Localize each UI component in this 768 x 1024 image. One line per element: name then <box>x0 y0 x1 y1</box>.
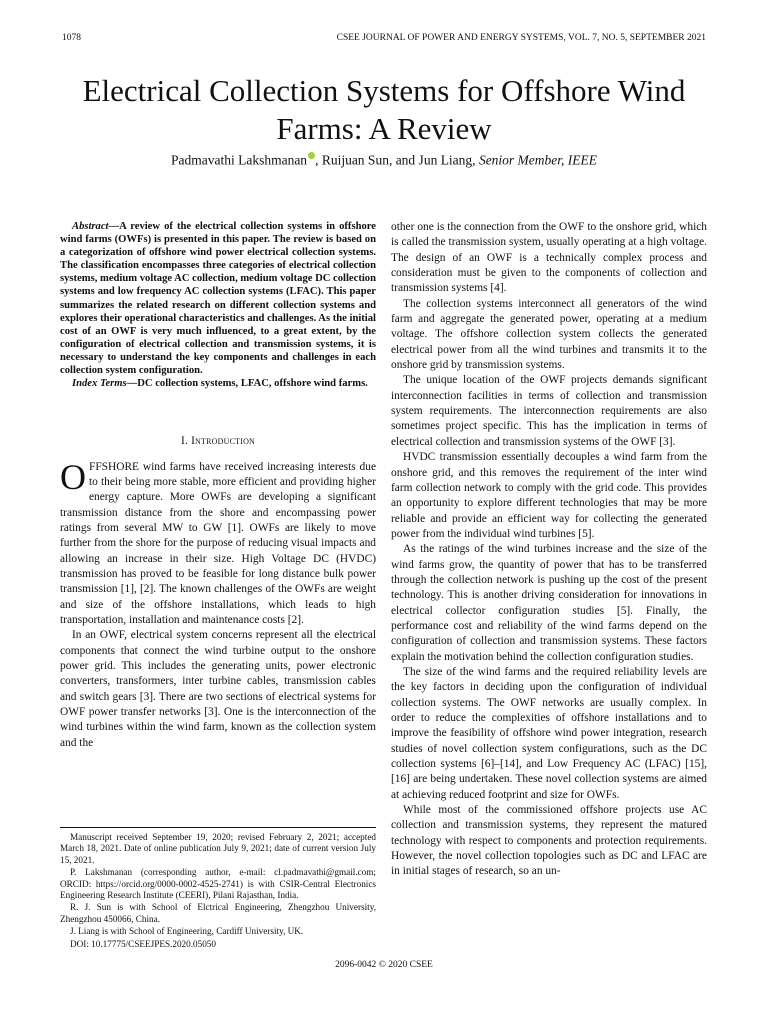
body-paragraph: The unique location of the OWF projects demands significant interconnection facilities in terms of collection and transmission system requirements. The interconnection requirements are also sometimes project specific. This has the implication in terms of electrical collection and transmission systems of the OWF [3]. <box>391 374 707 448</box>
footnotes <box>60 827 376 951</box>
abstract-label: Abstract <box>72 221 109 232</box>
intro-paragraph-1-text: FFSHORE wind farms have received increasing interests due to their being more stable, more efficient and providing higher energy capture. More OWFs are developing a significant transmission distance from the shore and encompassing power ratings from several MW to GW [1]. OWFs are likely to move further from the shore for the purpose of reducing visual impacts and allowing an increase in their size. High Voltage DC (HVDC) transmission has proved to be feasible for long distance bulk power transmission [1], [2]. The known challenges of the OWFs are weight and size of the offshore installations, which leads to high transportation, installation and maintenance costs [2]. <box>60 460 376 626</box>
orcid-icon[interactable] <box>308 152 315 159</box>
body-paragraph: As the ratings of the wind turbines increase and the size of the wind farms grow, the quantity of power that has to be transferred through the collection network is pushing up the cost of the present technology. This is another driving consideration for innovations in electrical collector configuration studies [5]. Finally, the performance cost and reliability of the wind farms depend on the configuration of collection and transmission systems. These factors explain the motivation behind the collection configuration studies. <box>391 543 707 663</box>
author-first: Padmavathi Lakshmanan <box>170 152 308 168</box>
section-title: Introduction <box>191 435 256 448</box>
intro-paragraph-1 <box>60 456 376 629</box>
index-terms-text: —DC collection systems, LFAC, offshore wind farms. <box>126 378 368 390</box>
footnote-doi: DOI: 10.17775/CSEEJPES.2020.05050 <box>70 938 216 949</box>
author-line <box>60 152 708 169</box>
section-number: I. <box>180 435 188 448</box>
footnote-author-1: P. Lakshmanan (corresponding author, e-mail: cl.padmavathi@gmail.com; ORCID: https://orcid.org/0000-0002-4525-2741) is with CSIR-Central Electronics Engineering Research Institute (CEERI), Pilani Rajasthan, India. <box>60 867 376 901</box>
page-number: 1078 <box>62 33 81 43</box>
index-terms-label: Index Terms <box>72 378 127 390</box>
body-paragraph: The size of the wind farms and the required reliability levels are the key factors in deciding upon the configuration of individual collection systems. The OWF networks are usually complex. In order to reduce the complexities of offshore installations and to improve the feasibility of offshore wind power integration, research studies of novel collection system configurations, such as the DC collection systems [6]–[14], and Low Frequency AC (LFAC) [15], [16] are being undertaken. These novel collection systems are aimed at achieving reduced footprint and size for OWFs. <box>391 665 707 801</box>
author-membership: Senior Member, IEEE <box>478 152 598 168</box>
section-heading <box>60 434 376 449</box>
footnote-author-3: J. Liang is with School of Engineering, Cardiff University, UK. <box>70 926 304 937</box>
footnote-author-2: R. J. Sun is with School of Elctrical Engineering, Zhengzhou University, Zhengzhou 450066, China. <box>60 902 376 924</box>
abstract-text: —A review of the electrical collection systems in offshore wind farms (OWFs) is presented in this paper. The review is based on a categorization of offshore wind power electrical collection systems. The classification encompasses three categories of electrical collection systems, medium voltage AC collection, medium voltage DC collection systems and low frequency AC collection systems (LFAC). This paper summarizes the related research on different collection systems and explores their operational characteristics and challenges. As the initial cost of an OWF is very much influenced, to a great extent, by the configuration of electrical collection and transmission systems, it is necessary to understand the key components and challenges in each collection system configuration. <box>60 221 376 377</box>
footnote-manuscript: Manuscript received September 19, 2020; revised February 2, 2021; accepted March 18, 2021. Date of online publication July 9, 2021; date of current version July 15, 2021. <box>60 832 376 865</box>
body-paragraph: HVDC transmission essentially decouples a wind farm from the onshore grid, and this removes the requirement of the inter wind farm collection network to comply with the grid code. This provides an opportunity to explore different technologies that may be more reliable and provide an efficient way for collecting the generated power from the individual wind turbines [5]. <box>391 451 707 540</box>
body-paragraph: The collection systems interconnect all generators of the wind farm and aggregate the generated power, operating at a medium voltage. The offshore collection system collects the generated electrical power from all the wind turbines and transmits it to the onshore grid by transmission systems. <box>391 297 707 372</box>
journal-header: CSEE JOURNAL OF POWER AND ENERGY SYSTEMS, VOL. 7, NO. 5, SEPTEMBER 2021 <box>336 33 706 43</box>
drop-cap: O <box>60 456 86 497</box>
copyright-footer: 2096-0042 © 2020 CSEE <box>335 960 433 970</box>
body-paragraph: other one is the connection from the OWF to the onshore grid, which is called the transmission system, usually operating at a high voltage. The design of an OWF is a technically complex process and consideration must be given to the components of collection and transmission systems [4]. <box>391 221 707 295</box>
running-header <box>62 33 706 47</box>
index-terms <box>60 377 376 390</box>
abstract <box>60 220 376 377</box>
author-rest: , Ruijuan Sun, and Jun Liang, <box>315 152 479 168</box>
paper-title: Electrical Collection Systems for Offshore Wind Farms: A Review <box>82 73 686 146</box>
intro-paragraph-2: In an OWF, electrical system concerns represent all the electrical components that connect the wind turbine output to the onshore power grid. This includes the generating units, power electronic converters, transformers, inter turbine cables, transmission cables and switch gears [3]. There are two sections of electrical systems for OWF power transfer networks [3]. One is the interconnection of the wind turbines within the wind farm, known as the collection system and the <box>60 629 376 749</box>
right-column <box>391 220 707 880</box>
left-column <box>60 220 376 751</box>
body-paragraph: While most of the commissioned offshore projects use AC collection and transmission systems, they represent the matured technology with respect to components and protection requirements. However, the novel collection topologies such as DC and LFAC are in initial stages of research, so an un- <box>391 804 707 878</box>
